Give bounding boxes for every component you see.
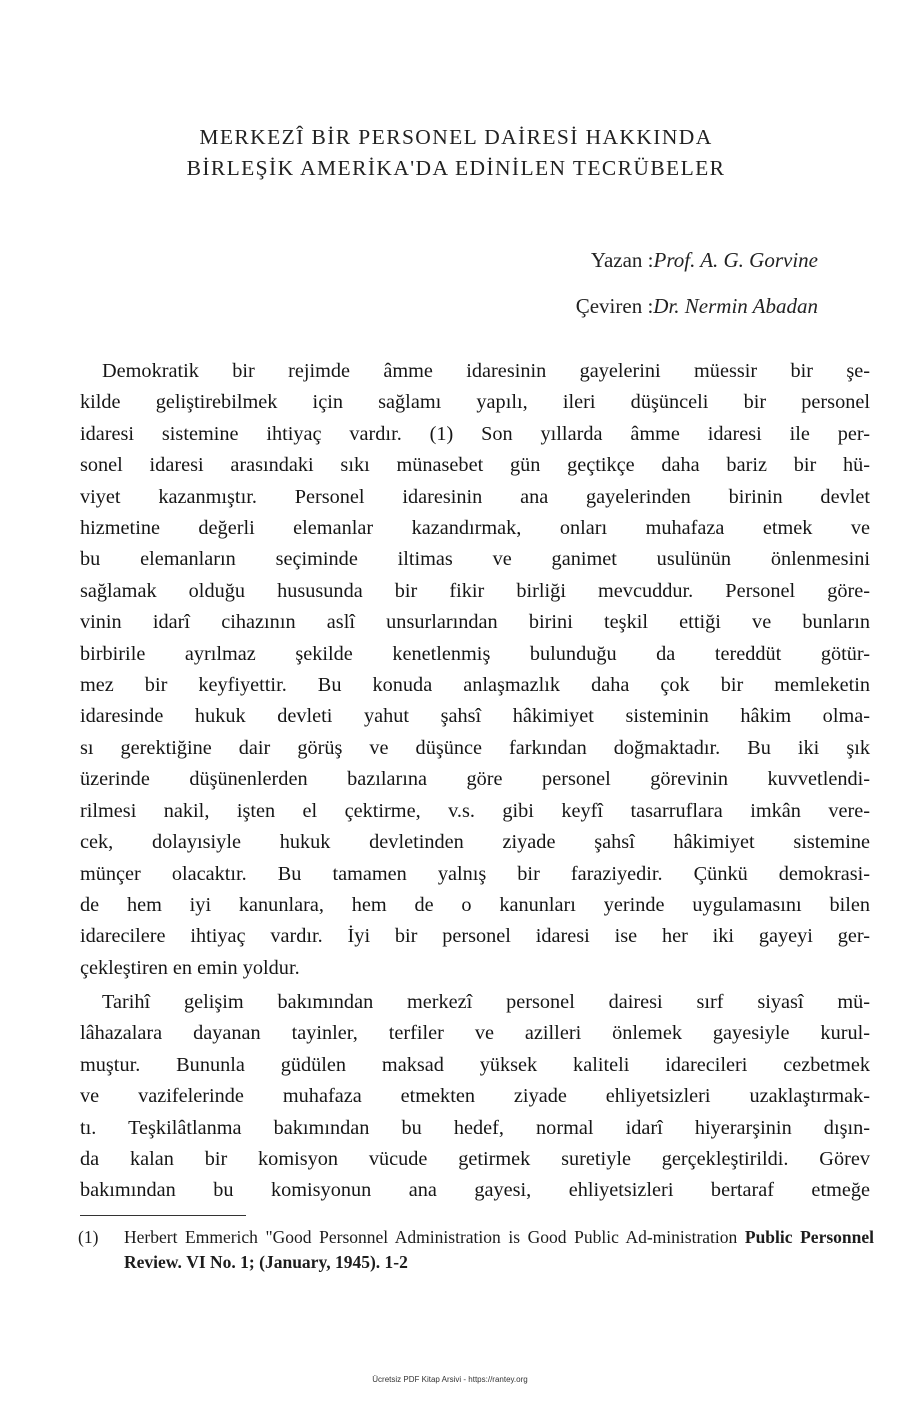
author-name: Prof. A. G. Gorvine xyxy=(653,248,818,272)
translator-name: Dr. Nermin Abadan xyxy=(653,294,818,318)
article-title xyxy=(0,122,900,184)
watermark: Ücretsiz PDF Kitap Arsivi - https://rantey.org xyxy=(372,1375,528,1384)
paragraph-line: bakımından bu komisyonun ana gayesi, ehliyetsizleri bertaraf etmeğe xyxy=(80,1179,870,1202)
paragraph-line: da kalan bir komisyon vücude getirmek suretiyle gerçekleştirildi. Görev xyxy=(80,1148,870,1171)
paragraph-line: idaresi sistemine ihtiyaç vardır. (1) Son yıllarda âmme idaresi ile per- xyxy=(80,422,870,445)
paragraph-line: üzerinde düşünenlerden bazılarına göre personel görevinin kuvvetlendi- xyxy=(80,768,870,791)
paragraph-line: bu elemanların seçiminde iltimas ve ganimet usulünün önlenmesini xyxy=(80,548,870,571)
author-label: Yazan : xyxy=(590,248,654,272)
paragraph-line: sağlamak olduğu hususunda bir fikir birliği mevcuddur. Personel göre- xyxy=(80,579,870,602)
footnote-text xyxy=(124,1225,874,1275)
paragraph-line: Tarihî gelişim bakımından merkezî personel dairesi sırf siyasî mü- xyxy=(102,991,870,1013)
paragraph-line: idarecilere ihtiyaç vardır. İyi bir personel idaresi ise her iki gayeyi ger- xyxy=(80,925,870,948)
paragraph-line: viyet kazanmıştır. Personel idaresinin ana gayelerinden birinin devlet xyxy=(80,485,870,508)
paragraph-line: lâhazalara dayanan tayinler, terfiler ve azilleri önlemek gayesiyle kurul- xyxy=(80,1022,870,1045)
paragraph-line: muştur. Bununla güdülen maksad yüksek kaliteli idarecileri cezbetmek xyxy=(80,1053,870,1076)
translator-label: Çeviren : xyxy=(575,294,654,318)
author-byline xyxy=(591,248,818,273)
body-paragraph-1 xyxy=(80,356,870,984)
paragraph-line: vinin idarî cihazının aslî unsurlarından birini teşkil ettiği ve bunların xyxy=(80,611,870,634)
paragraph-line: rilmesi nakil, işten el çektirme, v.s. gibi keyfî tasarruflara imkân vere- xyxy=(80,799,870,822)
title-line-1: MERKEZÎ BİR PERSONEL DAİRESİ HAKKINDA xyxy=(199,125,713,149)
paragraph-line: sı gerektiğine dair görüş ve düşünce farkından doğmaktadır. Bu iki şık xyxy=(80,736,870,759)
footnote xyxy=(78,1225,874,1275)
paragraph-line: kilde geliştirebilmek için sağlamı yapılı, ileri düşünceli bir personel xyxy=(80,391,870,414)
footnote-issue: VI No. 1; (January, 1945). 1-2 xyxy=(186,1252,408,1272)
paragraph-line: mez bir keyfiyettir. Bu konuda anlaşmazlık daha çok bir memleketin xyxy=(80,674,870,697)
paragraph-line: birbirile ayrılmaz şekilde kenetlenmiş bulunduğu da tereddüt götür- xyxy=(80,642,870,665)
footnote-citation: Herbert Emmerich "Good Personnel Administration is Good Public Ad-ministration xyxy=(124,1227,738,1247)
paragraph-line: sonel idaresi arasındaki sıkı münasebet gün geçtikçe daha bariz bir hü- xyxy=(80,454,870,477)
paragraph-line: hizmetine değerli elemanlar kazandırmak, onları muhafaza etmek ve xyxy=(80,517,870,540)
footnote-divider xyxy=(80,1215,246,1216)
body-paragraph-2 xyxy=(80,987,870,1207)
paragraph-line: münçer olacaktır. Bu tamamen yalnış bir faraziyedir. Çünkü demokrasi- xyxy=(80,862,870,885)
paragraph-line: de hem iyi kanunlara, hem de o kanunları yerinde uygulamasını bilen xyxy=(80,893,870,916)
paragraph-line: tı. Teşkilâtlanma bakımından bu hedef, normal idarî hiyerarşinin dışın- xyxy=(80,1116,870,1139)
footnote-journal: Public Personnel Review. xyxy=(124,1227,874,1272)
paragraph-line: ve vazifelerinde muhafaza etmekten ziyade ehliyetsizleri uzaklaştırmak- xyxy=(80,1085,870,1108)
paragraph-line: Demokratik bir rejimde âmme idaresinin gayelerini müessir bir şe- xyxy=(102,360,870,382)
paragraph-line: idaresinde hukuk devleti yahut şahsî hâkimiyet sisteminin hâkim olma- xyxy=(80,705,870,728)
footnote-number: (1) xyxy=(78,1227,99,1247)
paragraph-line: çekleştiren en emin yoldur. xyxy=(80,956,300,979)
title-line-2: BİRLEŞİK AMERİKA'DA EDİNİLEN TECRÜBELER xyxy=(186,156,726,180)
translator-byline xyxy=(576,294,818,319)
paragraph-line: cek, dolayısiyle hukuk devletinden ziyade şahsî hâkimiyet sistemine xyxy=(80,831,870,854)
